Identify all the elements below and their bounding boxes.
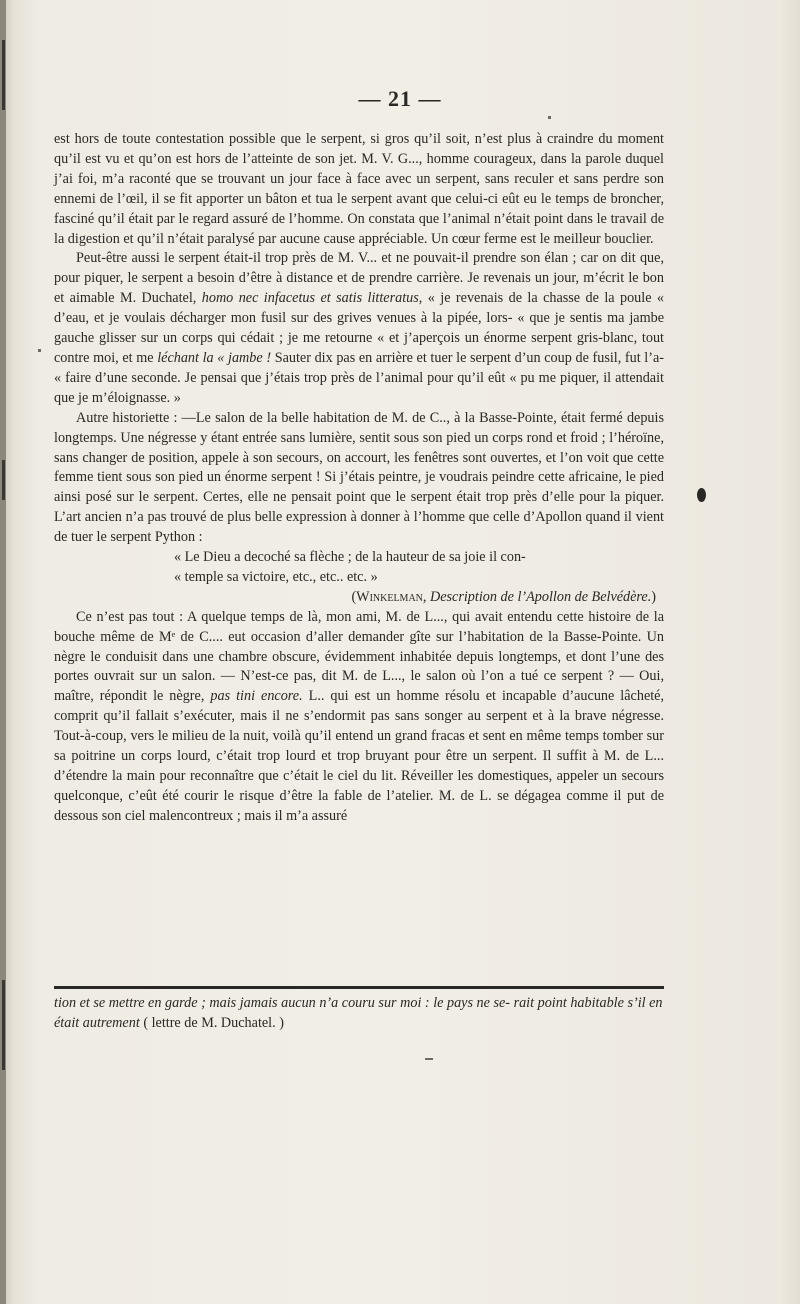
quote-line: « temple sa victoire, etc., etc.. etc. » [174,568,378,585]
paragraph-4: Ce n’est pas tout : A quelque temps de là, mon ami, M. de L..., qui avait entendu cette histoire de la bouche même de Mᵉ de C.... eut occasion d’aller demander gîte sur l’habitation de la Basse-Pointe. Un nègre le conduisit dans une chambre obscure, évidemment inhabitée depuis longtemps, et dont l’une des portes ouvrait sur un salon. — N’est-ce pas, dit M. de L..., le salon où l’on a tué ce serpent ? — Oui, maître, répondit le nègre, pas tini encore. L.. qui est un homme résolu et incapable d’aucune lâcheté, comprit qu’il fallait s’exécuter, mais il ne s’endormit pas sans songer au serpent et à la brave négresse. Tout-à-coup, vers le milieu de la nuit, voilà qu’il entend un grand fracas et sent en même temps tomber sur sa poitrine un corps lourd, c’était trop lourd et trop bruyant pour être un serpent. Il suffit à M. de L... d’étendre la main pour reconnaître que c’était le ciel du lit. Réveiller les domestiques, appeler un secours quelconque, c’eût été courir le risque d’être la fable de l’atelier. M. de L. se dégagea comme il put de dessous son ciel malencontreux ; mais il m’a assuré [54,608,665,824]
quote-line: « Le Dieu a decoché sa flèche ; de la hauteur de sa joie il con- [174,549,526,566]
main-text [54,130,664,827]
paragraph-3: Autre historiette : —Le salon de la belle habitation de M. de C.., à la Basse-Pointe, était fermé depuis longtemps. Une négresse y étant entrée sans lumière, sentit sous son pied un corps rond et froid ; l’héroïne, sans changer de position, appele à son secours, on accourt, les fenêtres sont ouvertes, et l’on voit que cette femme tient sous son pied un énorme serpent ! Si j’étais peintre, je voudrais peindre cette africaine, le pied ainsi posé sur le serpent. Certes, elle ne pensait point que le serpent était trop près d’elle pour la piquer. L’art ancien n’a pas trouvé de plus belle expression à donner à l’homme que celle d’Apollon quand il vient de tuer le serpent Python : [54,409,664,546]
paper-speck [38,349,41,352]
paragraph-2: Peut-être aussi le serpent était-il trop près de M. V... et ne pouvait-il prendre son élan ; car on dit que, pour piquer, le serpent a besoin d’être à distance et de prendre carrière. Je revenais un jour, m’écrit le bon et aimable M. Duchatel, homo nec infacetus et satis litteratus, « je revenais de la chasse de la poule « d’eau, et je voulais décharger mon fusil sur des grives venues à la pipée, lors- « que je sentis ma jambe gauche glisser sur un corps qui cédait ; je me retourne « et j’aperçois un énorme serpent gris-blanc, tout contre moi, et me léchant la « jambe ! Sauter dix pas en arrière et tuer le serpent d’un coup de fusil, fut l’a- « faire d’une seconde. Je pensai que j’étais trop près de l’animal pour qu’il eût « pu me piquer, il attendait que je m’éloignasse. » [54,250,665,406]
footnote-rule [54,986,664,989]
binding-edge [0,0,6,1304]
quote-citation: (Winkelman, Description de l’Apollon de Belvédère.) [351,588,656,605]
paper-speck [425,1058,433,1060]
ink-blot [697,488,706,502]
binding-mark [2,460,5,500]
apollo-quotation [174,548,664,608]
paragraph-1: est hors de toute contestation possible que le serpent, si gros qu’il soit, n’est plus à craindre du moment qu’il est vu et qu’on est hors de l’atteinte de son jet. M. V. G..., homme courageux, dans la parole duquel j’ai foi, m’a raconté que se trouvant un jour face à face avec un serpent, sans reculer et sans perdre son ennemi de l’œil, il se fit apporter un bâton et tua le serpent avant que celui-ci eût eu le temps de broncher, fasciné qu’il était par le regard assuré de l’homme. On constata que l’animal n’était point dans le travail de la digestion et qu’il n’était paralysé par aucune cause appréciable. Un cœur ferme est le meilleur bouclier. [54,131,664,247]
paper-speck [548,116,551,119]
footnote: tion et se mettre en garde ; mais jamais aucun n’a couru sur moi : le pays ne se- rait point habitable s’il en était autrement ( lettre de M. Duchatel. ) [54,995,663,1031]
binding-mark [2,980,5,1070]
page-number-header: — 21 — [358,86,442,111]
